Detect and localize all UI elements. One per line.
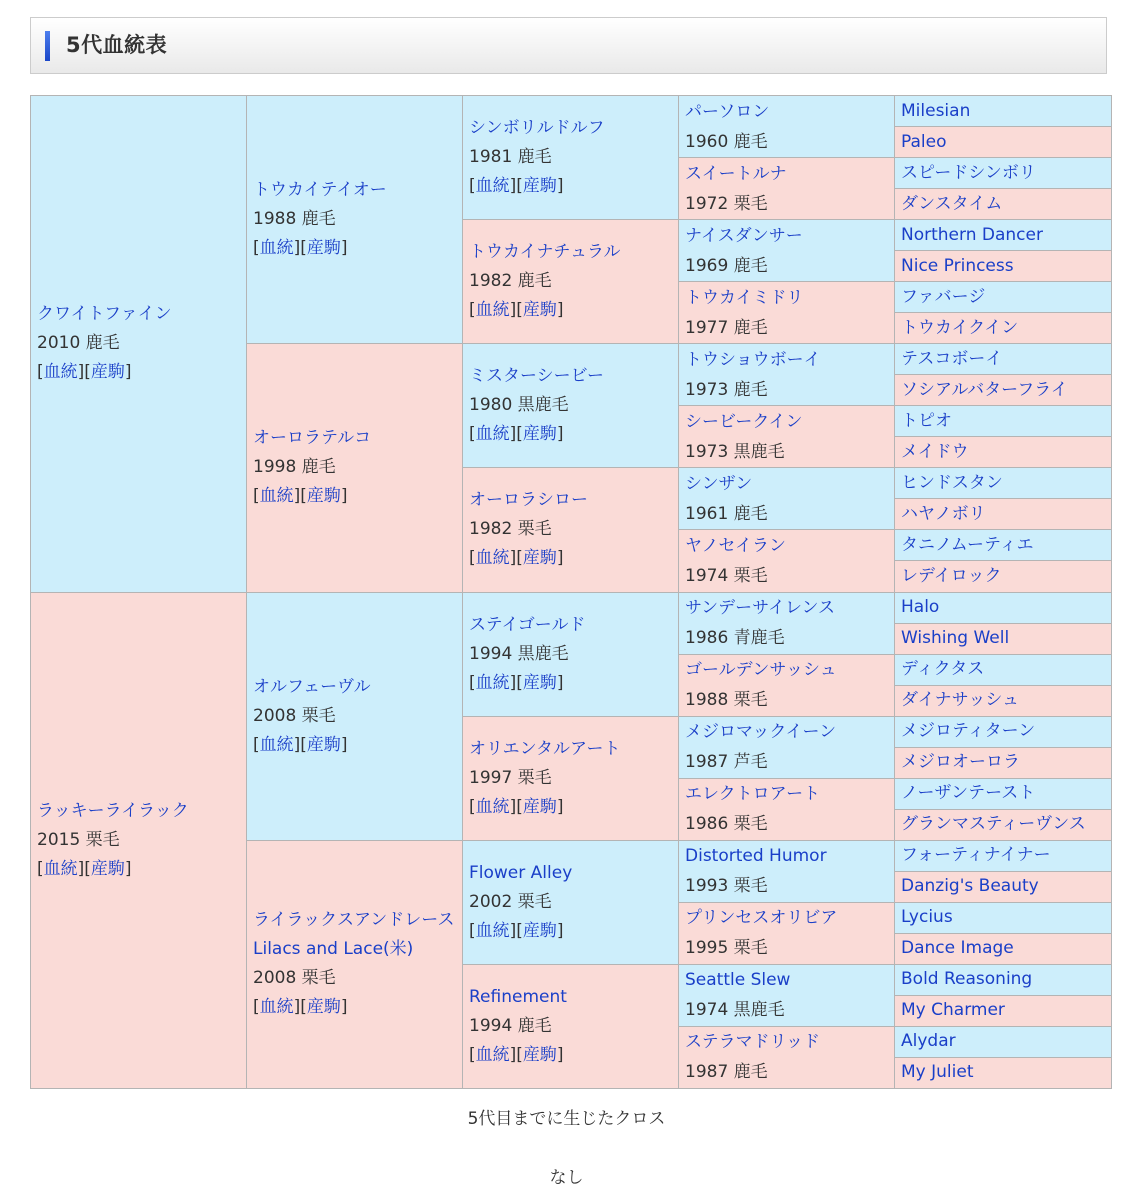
horse-links: [血統][産駒] — [253, 734, 348, 755]
horse-name-link[interactable]: Northern Dancer — [901, 224, 1043, 245]
horse-name-link[interactable]: Lycius — [901, 907, 953, 928]
pedigree-cell-gen1 — [31, 96, 247, 593]
pedigree-cell-gen2 — [247, 344, 463, 592]
horse-info — [469, 143, 672, 172]
bloodline-link[interactable]: 血統 — [259, 238, 294, 259]
pedigree-cell-gen5 — [895, 933, 1112, 964]
coat-color: 栗毛 — [733, 938, 768, 959]
birth-year: 1961 — [685, 503, 729, 524]
coat-color: 栗毛 — [733, 565, 768, 586]
horse-info — [253, 453, 456, 482]
horse-name-link[interactable]: メジロオーロラ — [901, 752, 1020, 773]
horse-name-link[interactable]: ディクタス — [901, 659, 985, 680]
pedigree-cell-gen4 — [679, 158, 895, 220]
pedigree-cell-gen3 — [463, 716, 679, 840]
pedigree-cell-gen5 — [895, 375, 1112, 406]
coat-color: 鹿毛 — [733, 131, 768, 152]
horse-info — [685, 375, 888, 405]
horse-name-link[interactable]: ヤノセイラン — [685, 535, 786, 556]
horse-links: [血統][産駒] — [253, 238, 348, 259]
horse-name-link[interactable]: トウカイクイン — [901, 317, 1019, 338]
offspring-link[interactable]: 産駒 — [90, 362, 125, 383]
pedigree-cell-gen4 — [679, 654, 895, 716]
header-accent-bar — [45, 31, 50, 61]
horse-name-link[interactable]: ハヤノボリ — [901, 503, 986, 524]
coat-color: 栗毛 — [517, 767, 552, 788]
birth-year: 1973 — [685, 441, 729, 462]
bloodline-link[interactable]: 血統 — [475, 796, 510, 817]
horse-info — [253, 205, 456, 234]
horse-name-link[interactable]: ナイスダンサー — [685, 225, 803, 246]
bloodline-link[interactable]: 血統 — [475, 424, 510, 445]
horse-name-link[interactable]: ステイゴールド — [469, 614, 586, 635]
horse-info — [685, 871, 888, 901]
horse-links: [血統][産駒] — [469, 300, 564, 321]
pedigree-cell-gen5 — [895, 902, 1112, 933]
pedigree-cell-gen5 — [895, 871, 1112, 902]
coat-color: 栗毛 — [733, 193, 768, 214]
horse-info — [469, 515, 672, 544]
pedigree-cell-gen4 — [679, 964, 895, 1026]
coat-color: 鹿毛 — [733, 379, 768, 400]
horse-name-link[interactable]: ダイナサッシュ — [901, 690, 1019, 711]
horse-name-link[interactable]: スピードシンボリ — [901, 162, 1036, 183]
horse-name-link[interactable]: フォーティナイナー — [901, 845, 1051, 866]
horse-alt-name-link[interactable]: Lilacs and Lace(米) — [253, 939, 414, 960]
horse-name-link[interactable]: ダンスタイム — [901, 193, 1003, 214]
pedigree-cell-gen3 — [463, 344, 679, 468]
coat-color: 栗毛 — [733, 690, 768, 711]
horse-info — [685, 685, 888, 715]
horse-name-link[interactable]: Halo — [901, 597, 940, 618]
horse-name-link[interactable]: My Charmer — [901, 1000, 1005, 1021]
birth-year: 1987 — [685, 1062, 729, 1083]
pedigree-cell-gen4 — [679, 778, 895, 840]
horse-links: [血統][産駒] — [469, 920, 564, 941]
horse-info — [685, 251, 888, 281]
coat-color: 芦毛 — [733, 752, 768, 773]
coat-color: 栗毛 — [733, 876, 768, 897]
section-title: 5代血統表 — [66, 33, 168, 57]
bloodline-link[interactable]: 血統 — [475, 300, 510, 321]
coat-color: 鹿毛 — [733, 503, 768, 524]
bloodline-link[interactable]: 血統 — [259, 997, 294, 1018]
offspring-link[interactable]: 産駒 — [90, 858, 125, 879]
bloodline-link[interactable]: 血統 — [259, 486, 294, 507]
pedigree-cell-gen4 — [679, 96, 895, 158]
pedigree-cell-gen4 — [679, 468, 895, 530]
pedigree-cell-gen5 — [895, 158, 1112, 189]
bloodline-link[interactable]: 血統 — [43, 362, 78, 383]
birth-year: 1972 — [685, 193, 729, 214]
horse-name-link[interactable]: トウカイミドリ — [685, 287, 804, 308]
birth-year: 1994 — [469, 1015, 513, 1036]
horse-info — [469, 267, 672, 296]
horse-name-link[interactable]: ミスターシービー — [469, 366, 604, 387]
pedigree-cell-gen5 — [895, 189, 1112, 220]
horse-name-link[interactable]: ラッキーライラック — [37, 800, 189, 821]
offspring-link[interactable]: 産駒 — [522, 920, 557, 941]
pedigree-cell-gen2 — [247, 592, 463, 840]
horse-name-link[interactable]: プリンセスオリビア — [685, 908, 838, 929]
horse-name-link[interactable]: スイートルナ — [685, 163, 787, 184]
coat-color: 鹿毛 — [517, 147, 552, 168]
horse-info — [469, 764, 672, 793]
birth-year: 1987 — [685, 752, 729, 773]
horse-name-link[interactable]: ゴールデンサッシュ — [685, 660, 837, 681]
horse-name-link[interactable]: ステラマドリッド — [685, 1032, 820, 1053]
horse-name-link[interactable]: Milesian — [901, 100, 971, 121]
coat-color: 栗毛 — [301, 968, 336, 989]
pedigree-cell-gen5 — [895, 716, 1112, 747]
horse-info — [685, 809, 888, 839]
horse-name-link[interactable]: Paleo — [901, 131, 947, 152]
horse-name-link[interactable]: トウカイナチュラル — [469, 242, 621, 263]
horse-info — [685, 127, 888, 157]
birth-year: 1977 — [685, 317, 729, 338]
horse-name-link[interactable]: Flower Alley — [469, 862, 573, 883]
pedigree-row — [31, 96, 1112, 127]
horse-name-link[interactable]: My Juliet — [901, 1062, 974, 1083]
coat-color: 鹿毛 — [517, 1015, 552, 1036]
horse-name-link[interactable]: Wishing Well — [901, 628, 1010, 649]
horse-info — [685, 933, 888, 963]
pedigree-cell-gen5 — [895, 809, 1112, 840]
horse-name-link[interactable]: Refinement — [469, 986, 567, 1007]
pedigree-cell-gen4 — [679, 1026, 895, 1088]
coat-color: 鹿毛 — [301, 457, 336, 478]
horse-name-link[interactable]: ヒンドスタン — [901, 472, 1003, 493]
horse-name-link[interactable]: Nice Princess — [901, 255, 1014, 276]
bloodline-link[interactable]: 血統 — [475, 672, 510, 693]
pedigree-cell-gen4 — [679, 716, 895, 778]
coat-color: 鹿毛 — [733, 317, 768, 338]
pedigree-cell-gen5 — [895, 344, 1112, 375]
pedigree-cell-gen5 — [895, 251, 1112, 282]
horse-name-link[interactable]: タニノムーティエ — [901, 534, 1034, 555]
horse-info — [253, 702, 456, 731]
offspring-link[interactable]: 産駒 — [306, 734, 341, 755]
horse-name-link[interactable]: Danzig's Beauty — [901, 876, 1039, 897]
pedigree-cell-gen4 — [679, 530, 895, 592]
birth-year: 2010 — [37, 333, 81, 354]
horse-name-link[interactable]: ソシアルバターフライ — [901, 379, 1068, 400]
pedigree-cell-gen4 — [679, 282, 895, 344]
horse-name-link[interactable]: メイドウ — [901, 441, 969, 462]
pedigree-cell-gen5 — [895, 1057, 1112, 1088]
birth-year: 2008 — [253, 968, 297, 989]
horse-name-link[interactable]: パーソロン — [685, 101, 770, 122]
birth-year: 1980 — [469, 395, 513, 416]
horse-name-link[interactable]: ファバージ — [901, 286, 986, 307]
pedigree-cell-gen5 — [895, 468, 1112, 499]
coat-color: 鹿毛 — [517, 271, 552, 292]
horse-name-link[interactable]: サンデーサイレンス — [685, 598, 836, 619]
horse-name-link[interactable]: オリエンタルアート — [469, 738, 621, 759]
horse-name-link[interactable]: トウカイテイオー — [253, 180, 387, 201]
pedigree-cell-gen4 — [679, 592, 895, 654]
birth-year: 2015 — [37, 829, 81, 850]
pedigree-cell-gen3 — [463, 840, 679, 964]
offspring-link[interactable]: 産駒 — [522, 796, 557, 817]
offspring-link[interactable]: 産駒 — [522, 424, 557, 445]
birth-year: 1998 — [253, 457, 297, 478]
birth-year: 1969 — [685, 255, 729, 276]
coat-color: 黒鹿毛 — [733, 441, 785, 462]
birth-year: 1981 — [469, 147, 513, 168]
horse-info — [685, 561, 888, 591]
horse-name-link[interactable]: テスコボーイ — [901, 348, 1003, 369]
bloodline-link[interactable]: 血統 — [475, 548, 510, 569]
horse-name-link[interactable]: シービークイン — [685, 411, 803, 432]
offspring-link[interactable]: 産駒 — [306, 997, 341, 1018]
pedigree-cell-gen5 — [895, 127, 1112, 158]
horse-name-link[interactable]: Distorted Humor — [685, 846, 827, 867]
horse-links: [血統][産駒] — [469, 796, 564, 817]
pedigree-cell-gen4 — [679, 406, 895, 468]
horse-links: [血統][産駒] — [469, 176, 564, 197]
coat-color: 鹿毛 — [301, 209, 336, 230]
birth-year: 1974 — [685, 1000, 729, 1021]
cross-heading: 5代目までに生じたクロス — [467, 1109, 666, 1129]
birth-year: 1973 — [685, 379, 729, 400]
pedigree-cell-gen3 — [463, 592, 679, 716]
offspring-link[interactable]: 産駒 — [522, 176, 557, 197]
horse-links: [血統][産駒] — [469, 424, 564, 445]
horse-name-link[interactable]: シンボリルドルフ — [469, 118, 605, 139]
birth-year: 1994 — [469, 643, 513, 664]
horse-name-link[interactable]: メジロティターン — [901, 721, 1036, 742]
coat-color: 栗毛 — [301, 705, 336, 726]
bloodline-link[interactable]: 血統 — [475, 1044, 510, 1065]
pedigree-cell-gen5 — [895, 282, 1112, 313]
coat-color: 黒鹿毛 — [517, 395, 569, 416]
horse-name-link[interactable]: オルフェーヴル — [253, 676, 371, 697]
pedigree-cell-gen5 — [895, 530, 1112, 561]
birth-year: 1960 — [685, 131, 729, 152]
pedigree-cell-gen5 — [895, 685, 1112, 716]
bloodline-link[interactable]: 血統 — [43, 858, 78, 879]
horse-links: [血統][産駒] — [469, 672, 564, 693]
pedigree-cell-gen2 — [247, 96, 463, 344]
pedigree-cell-gen5 — [895, 1026, 1112, 1057]
birth-year: 1982 — [469, 519, 513, 540]
horse-name-link[interactable]: Alydar — [901, 1031, 956, 1052]
pedigree-cell-gen5 — [895, 561, 1112, 592]
bloodline-link[interactable]: 血統 — [475, 176, 510, 197]
horse-info — [469, 1012, 672, 1041]
section-header — [30, 17, 1107, 74]
birth-year: 1993 — [685, 876, 729, 897]
offspring-link[interactable]: 産駒 — [522, 548, 557, 569]
birth-year: 2002 — [469, 891, 513, 912]
cross-result: なし — [549, 1168, 584, 1188]
birth-year: 1988 — [685, 690, 729, 711]
coat-color: 栗毛 — [517, 891, 552, 912]
horse-links: [血統][産駒] — [37, 858, 132, 879]
pedigree-cell-gen5 — [895, 406, 1112, 437]
pedigree-cell-gen5 — [895, 220, 1112, 251]
offspring-link[interactable]: 産駒 — [522, 672, 557, 693]
pedigree-table — [30, 95, 1112, 1089]
horse-info — [685, 1057, 888, 1087]
horse-info — [469, 640, 672, 669]
horse-name-link[interactable]: Seattle Slew — [685, 970, 791, 991]
coat-color: 鹿毛 — [733, 255, 768, 276]
coat-color: 鹿毛 — [85, 333, 120, 354]
pedigree-cell-gen4 — [679, 902, 895, 964]
horse-name-link[interactable]: クワイトファイン — [37, 304, 172, 325]
coat-color: 栗毛 — [517, 519, 552, 540]
horse-name-link[interactable]: トウショウボーイ — [685, 349, 821, 370]
offspring-link[interactable]: 産駒 — [306, 486, 341, 507]
birth-year: 1982 — [469, 271, 513, 292]
pedigree-cell-gen5 — [895, 654, 1112, 685]
horse-links: [血統][産駒] — [469, 1044, 564, 1065]
birth-year: 1986 — [685, 628, 729, 649]
coat-color: 黒鹿毛 — [517, 643, 569, 664]
horse-name-link[interactable]: オーロラテルコ — [253, 428, 372, 449]
horse-info — [685, 437, 888, 467]
horse-name-link[interactable]: グランマスティーヴンス — [901, 814, 1086, 835]
pedigree-cell-gen4 — [679, 840, 895, 902]
pedigree-cell-gen3 — [463, 964, 679, 1088]
horse-links: [血統][産駒] — [469, 548, 564, 569]
horse-name-link[interactable]: シンザン — [685, 473, 753, 494]
horse-info — [685, 995, 888, 1025]
bloodline-link[interactable]: 血統 — [259, 734, 294, 755]
pedigree-cell-gen5 — [895, 499, 1112, 530]
horse-name-link[interactable]: メジロマックイーン — [685, 722, 837, 743]
horse-info — [253, 964, 456, 993]
pedigree-cell-gen5 — [895, 592, 1112, 623]
horse-name-link[interactable]: ライラックスアンドレース — [253, 910, 455, 931]
coat-color: 黒鹿毛 — [733, 1000, 785, 1021]
horse-info — [685, 623, 888, 653]
horse-name-link[interactable]: レデイロック — [901, 565, 1002, 586]
horse-links: [血統][産駒] — [37, 362, 132, 383]
birth-year: 1995 — [685, 938, 729, 959]
pedigree-cell-gen4 — [679, 344, 895, 406]
pedigree-cell-gen3 — [463, 220, 679, 344]
horse-name-link[interactable]: オーロラシロー — [469, 490, 588, 511]
pedigree-cell-gen5 — [895, 96, 1112, 127]
pedigree-cell-gen2 — [247, 840, 463, 1088]
bloodline-link[interactable]: 血統 — [475, 920, 510, 941]
pedigree-cell-gen4 — [679, 220, 895, 282]
horse-name-link[interactable]: トピオ — [901, 410, 952, 431]
birth-year: 1997 — [469, 767, 513, 788]
offspring-link[interactable]: 産駒 — [306, 238, 341, 259]
horse-name-link[interactable]: ノーザンテースト — [901, 783, 1036, 804]
horse-info — [37, 826, 240, 855]
pedigree-cell-gen3 — [463, 96, 679, 220]
pedigree-cell-gen5 — [895, 747, 1112, 778]
pedigree-cell-gen3 — [463, 468, 679, 592]
horse-info — [37, 329, 240, 358]
horse-name-link[interactable]: Dance Image — [901, 938, 1014, 959]
birth-year: 2008 — [253, 705, 297, 726]
coat-color: 青鹿毛 — [733, 628, 785, 649]
birth-year: 1974 — [685, 565, 729, 586]
coat-color: 鹿毛 — [733, 1062, 768, 1083]
coat-color: 栗毛 — [733, 814, 768, 835]
horse-info — [469, 391, 672, 420]
horse-info — [685, 313, 888, 343]
horse-links: [血統][産駒] — [253, 997, 348, 1018]
pedigree-cell-gen5 — [895, 437, 1112, 468]
horse-info — [685, 747, 888, 777]
pedigree-cell-gen5 — [895, 623, 1112, 654]
pedigree-row — [31, 592, 1112, 623]
horse-info — [685, 499, 888, 529]
offspring-link[interactable]: 産駒 — [522, 300, 557, 321]
horse-name-link[interactable]: Bold Reasoning — [901, 969, 1033, 990]
pedigree-cell-gen5 — [895, 995, 1112, 1026]
birth-year: 1988 — [253, 209, 297, 230]
horse-name-link[interactable]: エレクトロアート — [685, 784, 821, 805]
pedigree-cell-gen5 — [895, 313, 1112, 344]
pedigree-cell-gen1 — [31, 592, 247, 1089]
birth-year: 1986 — [685, 814, 729, 835]
coat-color: 栗毛 — [85, 829, 120, 850]
offspring-link[interactable]: 産駒 — [522, 1044, 557, 1065]
pedigree-cell-gen5 — [895, 964, 1112, 995]
pedigree-cell-gen5 — [895, 778, 1112, 809]
horse-links: [血統][産駒] — [253, 486, 348, 507]
horse-info — [469, 888, 672, 917]
horse-info — [685, 189, 888, 219]
pedigree-cell-gen5 — [895, 840, 1112, 871]
